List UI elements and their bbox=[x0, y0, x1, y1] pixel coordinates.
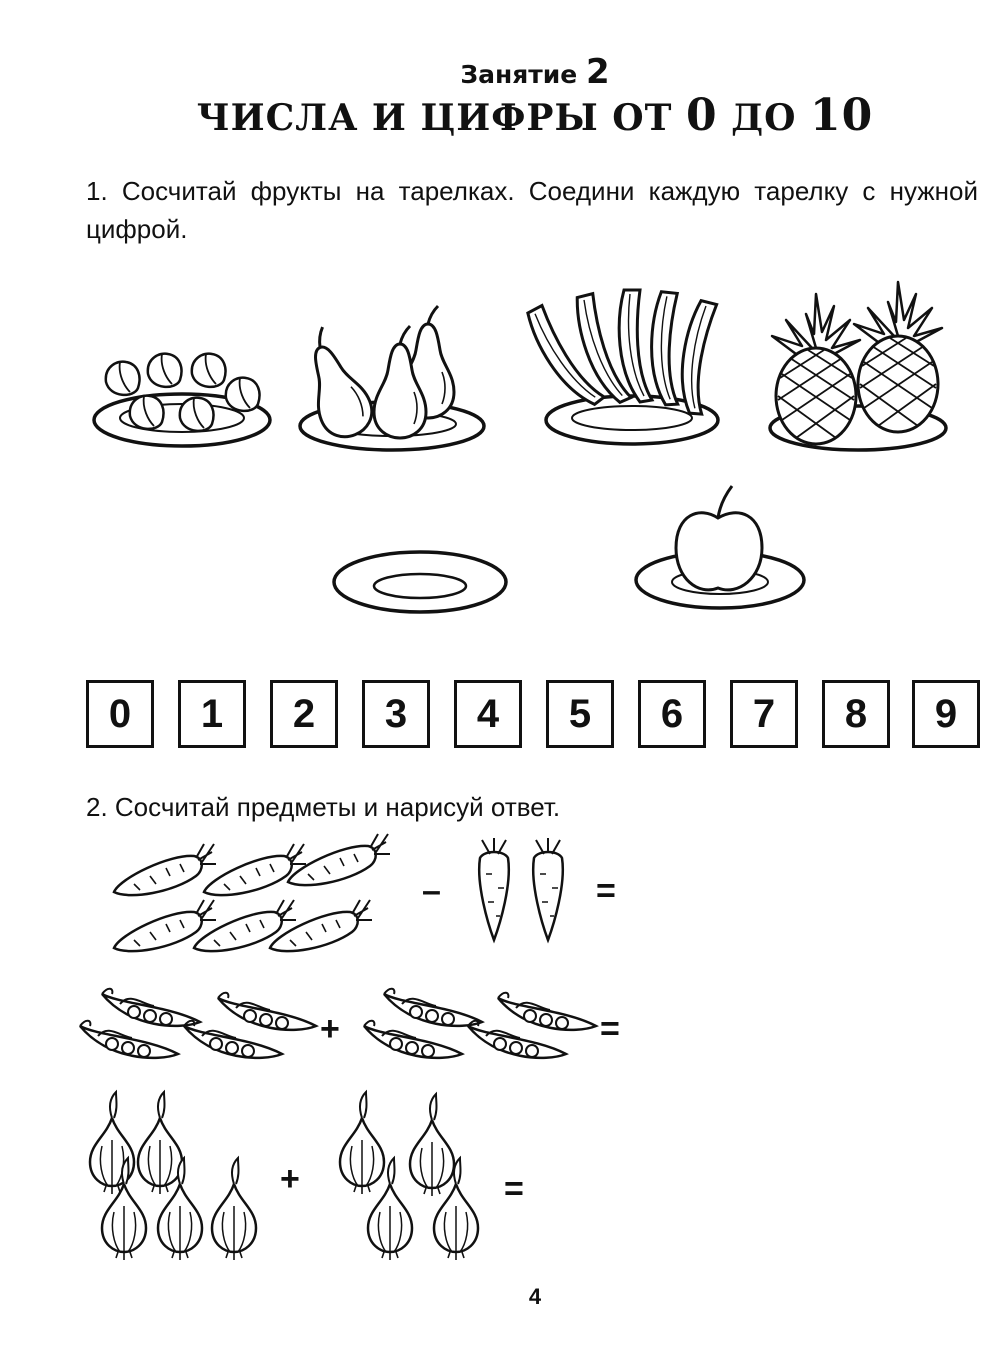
carrots-left-group bbox=[114, 834, 390, 951]
digit-label: 7 bbox=[752, 691, 776, 736]
plate-bananas[interactable] bbox=[524, 290, 729, 444]
plate-pineapples[interactable] bbox=[770, 282, 946, 450]
digit-label: 9 bbox=[934, 691, 958, 736]
task-1-instruction: 1. Сосчитай фрукты на тарелках. Соедини каждую тарелку с нужной цифрой. bbox=[86, 176, 978, 244]
digit-box-7[interactable] bbox=[730, 680, 798, 748]
equals-sign-row-1: = bbox=[596, 872, 616, 910]
digit-label: 8 bbox=[844, 691, 868, 736]
lesson-label: Занятие bbox=[460, 60, 578, 89]
equals-sign-row-3: = bbox=[504, 1170, 524, 1208]
digit-box-8[interactable] bbox=[822, 680, 890, 748]
operator-minus: – bbox=[422, 872, 441, 910]
digit-label: 4 bbox=[476, 691, 500, 736]
plate-pears[interactable] bbox=[289, 306, 484, 450]
onions-right-group bbox=[340, 1092, 478, 1260]
operator-plus-row-3: + bbox=[280, 1160, 300, 1198]
digit-label: 6 bbox=[660, 691, 684, 736]
task-2-instruction: 2. Сосчитай предметы и нарисуй ответ. bbox=[86, 792, 561, 822]
digit-label: 1 bbox=[200, 691, 224, 736]
digit-box-5[interactable] bbox=[546, 680, 614, 748]
digit-box-9[interactable] bbox=[912, 680, 980, 748]
lesson-number: 2 bbox=[585, 52, 610, 92]
onions-left-group bbox=[90, 1092, 256, 1260]
page-number: 4 bbox=[528, 1284, 542, 1309]
title-part-2: ДО bbox=[717, 97, 811, 139]
peapods-left-group bbox=[80, 989, 316, 1058]
equals-sign-row-2: = bbox=[600, 1010, 620, 1048]
digit-label: 3 bbox=[384, 691, 408, 736]
title-number-10: 10 bbox=[810, 90, 874, 141]
plate-plums[interactable] bbox=[94, 354, 270, 446]
digit-box-0[interactable] bbox=[86, 680, 154, 748]
peapods-right-group bbox=[364, 989, 596, 1058]
digit-label: 5 bbox=[568, 691, 592, 736]
digit-box-2[interactable] bbox=[270, 680, 338, 748]
operator-plus-row-2: + bbox=[320, 1010, 340, 1048]
digit-box-4[interactable] bbox=[454, 680, 522, 748]
digit-label: 0 bbox=[108, 691, 132, 736]
carrots-right-group bbox=[479, 838, 563, 940]
title-number-0: 0 bbox=[685, 90, 718, 141]
digit-box-1[interactable] bbox=[178, 680, 246, 748]
plate-apple[interactable] bbox=[636, 486, 804, 608]
digit-box-6[interactable] bbox=[638, 680, 706, 748]
digit-box-3[interactable] bbox=[362, 680, 430, 748]
title-part-1: ЧИСЛА И ЦИФРЫ ОТ bbox=[196, 97, 686, 139]
plate-empty[interactable] bbox=[334, 552, 506, 612]
digit-label: 2 bbox=[292, 691, 316, 736]
